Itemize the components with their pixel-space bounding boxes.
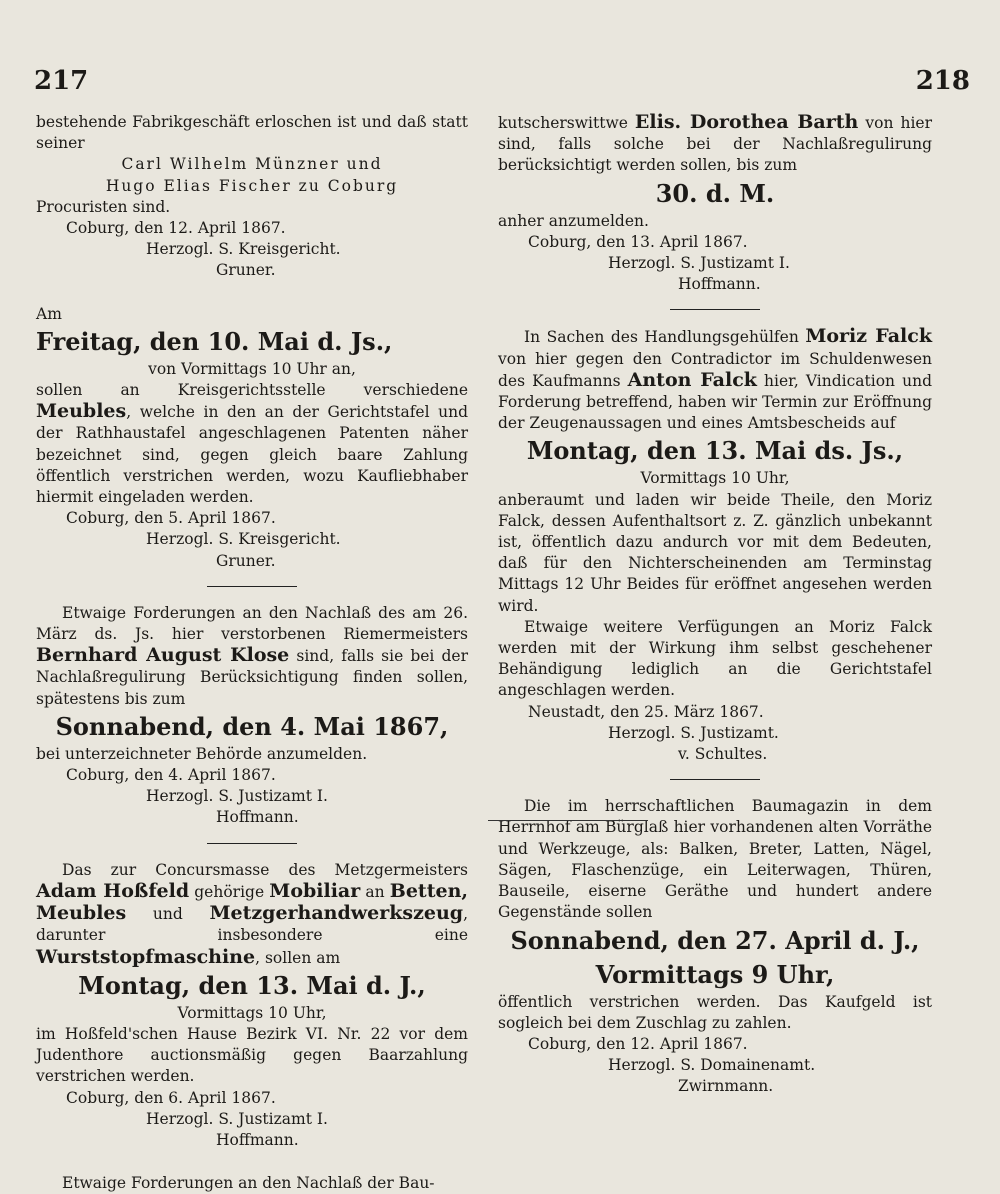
- person-name: Elis. Dorothea Barth: [634, 111, 859, 133]
- signature: Hoffmann.: [216, 808, 299, 827]
- place-date: Coburg, den 5. April 1867.: [66, 509, 276, 528]
- notice-text: im Hoßfeld'schen Hause Bezirk VI. Nr. 22 vor dem Judenthore auctionsmäßig gegen Baarzahlung verstrichen werden.: [36, 1024, 468, 1086]
- auction-date: Sonnabend, den 27. April d. J.,: [510, 925, 920, 955]
- highlight-term: Mobiliar: [269, 879, 361, 902]
- person-name: Adam Hoßfeld: [36, 879, 190, 902]
- notice-text: von hier sind, falls solche bei der Nachlaßregulirung berücksichtigt werden sollen, bis zum: [498, 114, 932, 175]
- notice-text: Das zur Concursmasse des Metzgermeisters: [62, 860, 468, 879]
- notice-procurists: [36, 112, 468, 282]
- auction-time: Vormittags 10 Uhr,: [177, 1003, 327, 1022]
- authority: Herzogl. S. Kreisgericht.: [146, 240, 341, 259]
- notice-text: bei unterzeichneter Behörde anzumelden.: [36, 744, 368, 763]
- person-name: Anton Falck: [627, 368, 757, 391]
- notice-text: öffentlich verstrichen werden. Das Kaufgeld ist sogleich bei dem Zuschlag zu zahlen.: [498, 992, 932, 1032]
- notice-text: Etwaige weitere Verfügungen an Moriz Falck werden mit der Wirkung ihm selbst geschehener Behändigung lediglich an die Gerichtstafel angeschlagen werden.: [498, 617, 932, 700]
- authority: Herzogl. S. Justizamt I.: [146, 1109, 328, 1128]
- place-date: Coburg, den 4. April 1867.: [66, 766, 276, 785]
- authority: Herzogl. S. Kreisgericht.: [146, 530, 341, 549]
- notice-text: anher anzumelden.: [498, 211, 649, 230]
- notice-text: anberaumt und laden wir beide Theile, den Moriz Falck, dessen Aufenthaltsort z. Z. gänzlich unbekannt ist, öffentlich dazu andurch vor mit dem Bedeuten, daß für den Nichterscheinenden am Terminstag Mittags 12 Uhr Beides für eröffnet angesehen werden wird.: [498, 490, 932, 615]
- page-number-left: 217: [34, 66, 89, 96]
- notice-text: In Sachen des Handlungsgehülfen: [524, 328, 806, 347]
- authority: Herzogl. S. Justizamt I.: [146, 787, 328, 806]
- notice-falck-case: [498, 326, 932, 765]
- notice-text: , darunter insbesondere eine: [36, 905, 468, 945]
- notice-text: sind, falls sie bei der Nachlaßregulirung Berücksichtigung finden sollen, spätestens bis zum: [36, 647, 468, 708]
- notice-text: sollen an Kreisgerichtsstelle verschiedene: [36, 381, 468, 400]
- notice-meubles-auction: [36, 304, 468, 572]
- auction-date: Montag, den 13. Mai d. J.,: [78, 970, 426, 1000]
- auction-time: Vormittags 9 Uhr,: [595, 959, 835, 989]
- notice-text: bestehende Fabrikgeschäft erloschen ist und daß statt seiner: [36, 113, 468, 153]
- spacer: [36, 1151, 468, 1173]
- notice-text: , welche in den an der Gerichtstafel und der Rathhaustafel angeschlagenen Patenten näher bezeichnet sind, gegen gleich baare Zahlung öffentlich verstrichen werden, wozu Kaufliebhaber hiermit eingeladen werden.: [36, 403, 468, 507]
- hearing-time: Vormittags 10 Uhr,: [640, 469, 790, 488]
- signature: Zwirnmann.: [678, 1077, 774, 1096]
- separator-rule: [670, 309, 760, 310]
- spacer: [36, 282, 468, 304]
- person-name: Carl Wilhelm Münzner und: [121, 155, 383, 174]
- separator-rule: [207, 586, 297, 587]
- page-number-right: 218: [915, 66, 970, 96]
- highlight-term: Wurststopfmaschine: [36, 945, 256, 968]
- notice-barth-estate-start: [36, 1173, 468, 1194]
- highlight-term: Metzgerhandwerkszeug: [209, 902, 464, 925]
- notice-text: und: [126, 905, 210, 924]
- highlight-term: Betten, Meubles: [36, 879, 468, 925]
- authority: Herzogl. S. Justizamt.: [608, 723, 779, 742]
- highlight-term: Meubles: [36, 400, 127, 423]
- notice-text: Etwaige Forderungen an den Nachlaß der Bau-: [62, 1174, 435, 1193]
- notice-text: , sollen am: [255, 948, 341, 967]
- left-column: [36, 112, 468, 1194]
- person-name: Bernhard August Klose: [36, 644, 290, 667]
- notice-text: an: [360, 882, 390, 901]
- auction-date: Freitag, den 10. Mai d. Js.,: [36, 326, 393, 356]
- person-name: Hugo Elias Fischer zu Coburg: [105, 176, 399, 195]
- separator-rule: [670, 779, 760, 780]
- notice-text: gehörige: [189, 882, 270, 901]
- deadline-date: 30. d. M.: [655, 178, 775, 208]
- notice-baumagazin-auction: [498, 796, 932, 1097]
- deadline-date: Sonnabend, den 4. Mai 1867,: [55, 711, 449, 741]
- right-column: [498, 112, 932, 1098]
- signature: Hoffmann.: [216, 1130, 299, 1149]
- place-date: Coburg, den 12. April 1867.: [66, 219, 286, 238]
- notice-text: Am: [36, 304, 62, 323]
- column-break-rule: [488, 820, 648, 821]
- authority: Herzogl. S. Justizamt I.: [608, 254, 790, 273]
- place-date: Neustadt, den 25. März 1867.: [528, 702, 764, 721]
- notice-text: hier, Vindication und Forderung betreffend, haben wir Termin zur Eröffnung der Zeugenaussagen und eines Amtsbescheids auf: [498, 371, 932, 433]
- notice-hossfeld-concurs: [36, 860, 468, 1151]
- person-name: Moriz Falck: [805, 325, 932, 348]
- place-date: Coburg, den 12. April 1867.: [528, 1034, 748, 1053]
- place-date: Coburg, den 13. April 1867.: [528, 232, 748, 251]
- signature: Gruner.: [216, 261, 276, 280]
- notice-text: von hier gegen den Contradictor im Schuldenwesen des Kaufmanns: [498, 349, 932, 390]
- notice-barth-estate-cont: [498, 112, 932, 295]
- place-date: Coburg, den 6. April 1867.: [66, 1088, 276, 1107]
- notice-text: kutscherswittwe: [498, 114, 635, 132]
- signature: v. Schultes.: [678, 745, 768, 764]
- notice-text: Etwaige Forderungen an den Nachlaß des am 26. März ds. Js. hier verstorbenen Riemermeisters: [36, 603, 468, 644]
- authority: Herzogl. S. Domainenamt.: [608, 1056, 816, 1075]
- separator-rule: [207, 843, 297, 844]
- notice-klose-estate: [36, 603, 468, 829]
- auction-time: von Vormittags 10 Uhr an,: [148, 359, 356, 378]
- notice-text: Die im herrschaftlichen Baumagazin in dem Herrnhof am Bürglaß hier vorhandenen alten Vorräthe und Werkzeuge, als: Balken, Breter, Latten, Nägel, Sägen, Flaschenzüge, ein Leiterwagen, Thüren, Bauseile, eiserne Geräthe und hundert andere Gegenstände sollen: [498, 797, 932, 922]
- signature: Hoffmann.: [678, 275, 761, 294]
- hearing-date: Montag, den 13. Mai ds. Js.,: [526, 436, 904, 466]
- notice-text: Procuristen sind.: [36, 197, 171, 216]
- signature: Gruner.: [216, 551, 276, 570]
